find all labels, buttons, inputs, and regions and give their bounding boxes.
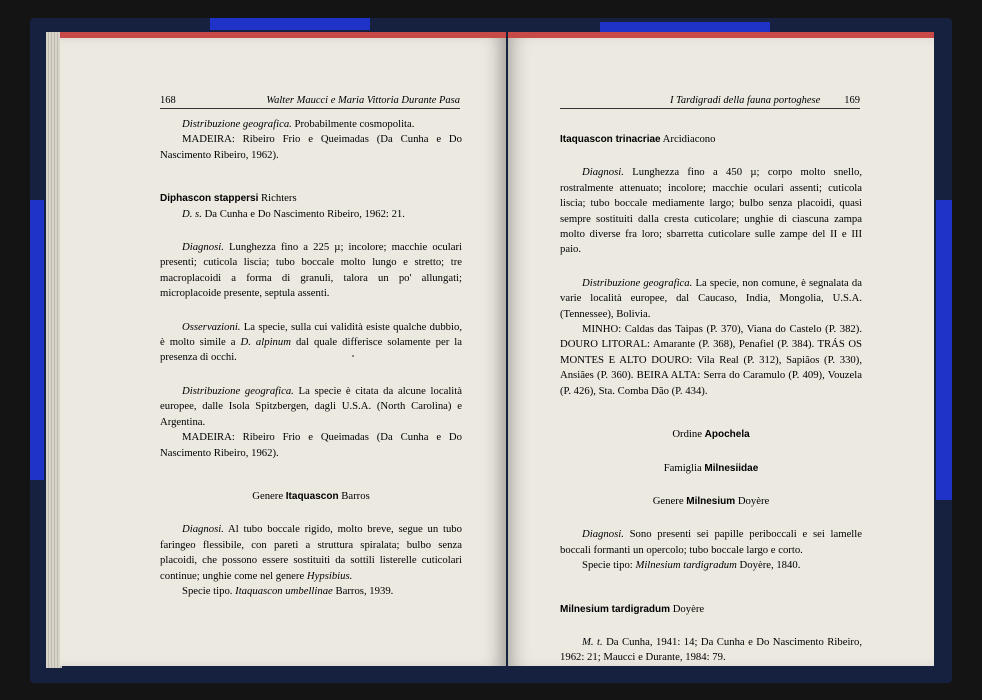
left-page-body [160, 117, 462, 599]
paragraph: MADEIRA: Ribeiro Frio e Queimadas (Da Cunha e Do Nascimento Ribeiro, 1962). [160, 431, 462, 459]
right-running-head [560, 95, 860, 109]
order-heading: Ordine Apochela [672, 428, 750, 441]
print-speck [352, 355, 354, 357]
species-heading: Itaquascon trinacriae Arcidiacono [560, 133, 716, 145]
left-running-title: Walter Maucci e Maria Vittoria Durante Pasa [266, 95, 460, 106]
species-heading: Diphascon stappersi Richters [160, 192, 297, 205]
paragraph: Distribuzione geografica. Probabilmente cosmopolita. [182, 118, 415, 130]
paragraph: Distribuzione geografica. La specie, non comune, è segnalata da varie località europee, dal Caucaso, India, Mongolia, U.S.A. (Tennessee), Bolivia. [560, 276, 863, 320]
paragraph: Diagnosi. Lunghezza fino a 450 µ; corpo molto snello, rostralmente attenuato; incolore; macchie oculari assenti; cuticola liscia; tubo boccale mediamente largo; bulbo senza placoidi, quasi sempre sostituiti dalla cresta cuticolare; unghie di ciascuna zampa molto diverse fra loro; sbarretta cuticolare sulle zampe del II e III paio. [560, 166, 862, 256]
right-running-title: I Tardigradi della fauna portoghese [669, 95, 821, 106]
genus-heading: Genere Milnesium Doyère [652, 494, 770, 507]
species-heading: Milnesium tardigradum Doyère [560, 602, 705, 615]
paragraph: Diagnosi. Al tubo boccale rigido, molto breve, segue un tubo faringeo flessibile, con pareti a struttura spiralata; bulbo senza placoidi, che possono essere sostituiti da sottili listerelle cuticolari continue; unghie come nel genere Hypsibius. [160, 523, 462, 582]
family-heading: Famiglia Milnesiidae [663, 461, 759, 474]
binding-pattern-top [210, 18, 370, 30]
paragraph: D. s. Da Cunha e Do Nascimento Ribeiro, 1962: 21. [182, 207, 405, 220]
binding-pattern-right [936, 200, 952, 500]
paragraph: Diagnosi. Sono presenti sei papille periboccali e sei lamelle boccali formanti un opercolo; tubo boccale largo e corto. [560, 528, 862, 556]
paragraph: Osservazioni. La specie, sulla cui validità esiste qualche dubbio, è molto simile a D. alpinum dal quale differisce solamente per la presenza di occhi. [160, 320, 462, 364]
right-page-number: 169 [844, 95, 860, 106]
paragraph: MINHO: Caldas das Taipas (P. 370), Viana do Castelo (P. 382). DOURO LITORAL: Amarante (P. 368), Penafiel (P. 384). TRÁS OS MONTES E ALTO DOURO: Vila Real (P. 312), Sapiãos (P. 330), Ansiães (P. 360). BEIRA ALTA: Serra do Caramulo (P. 409), Vouzela (P. 426), Sta. Comba Dão (P. 434). [560, 323, 862, 397]
paragraph: M. t. Da Cunha, 1941: 14; Da Cunha e Do Nascimento Ribeiro, 1962: 21; Maucci e Durante, 1984: 79. [560, 635, 862, 664]
paragraph: Distribuzione geografica. La specie è citata da alcune località europee, dalle Isola Spitzbergen, dagli U.S.A. (North Carolina) e Argentina. [160, 384, 462, 428]
genus-heading: Genere Itaquascon Barros [252, 489, 370, 502]
paragraph: Specie tipo. Itaquascon umbellinae Barros, 1939. [182, 584, 394, 597]
binding-pattern-left [30, 200, 44, 480]
right-page-body [560, 132, 862, 666]
left-page-number: 168 [160, 95, 176, 106]
paragraph: MADEIRA: Ribeiro Frio e Queimadas (Da Cunha e Do Nascimento Ribeiro, 1962). [160, 133, 462, 161]
left-running-head [160, 95, 460, 109]
paragraph: Specie tipo: Milnesium tardigradum Doyère, 1840. [582, 559, 801, 572]
paragraph: Diagnosi. Lunghezza fino a 225 µ; incolore; macchie oculari presenti; cuticola liscia; tubo boccale molto lungo e stretto; tre macroplacoidi a forma di granuli, talora un po' allungati; microplacoide presente, septula assenti. [160, 241, 462, 300]
